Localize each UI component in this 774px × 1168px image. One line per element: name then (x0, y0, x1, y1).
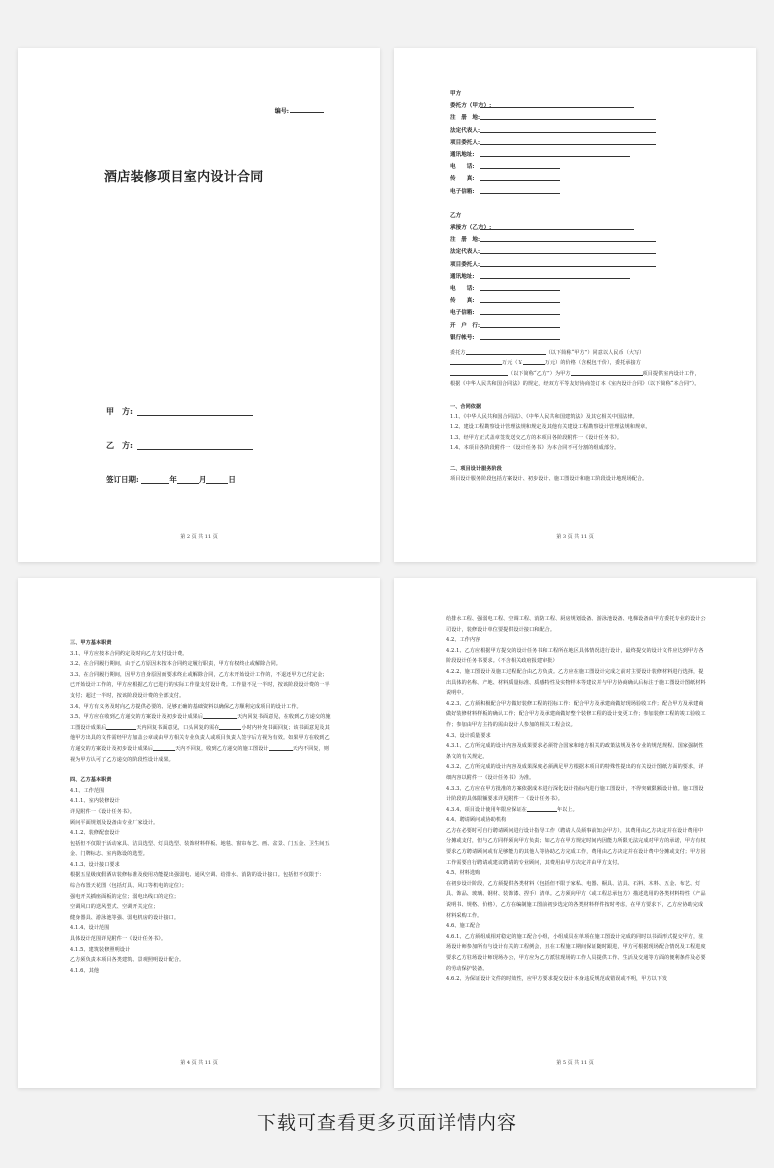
form-field (450, 283, 656, 295)
form-field (450, 234, 656, 246)
clause-item: 3.4、甲方有义务及时向乙方提供必要的、足够正确的基础资料以确保乙方顺利完成项目的设计工作。 (70, 703, 302, 710)
clause-item: 综合布置天花图（包括灯具、风口等机电的定位）； (70, 883, 187, 890)
field-blank (480, 260, 656, 267)
clause-item: 4.1、工作范围 (70, 787, 105, 794)
field-label: 通讯地址: (450, 273, 475, 280)
blank (527, 806, 557, 812)
field-blank (480, 308, 560, 315)
clause-item: 给排水工程、强弱电工程、空调工程、消防工程、厨房规划设备、游泳池设备、电梯设备由甲方委托专业的设计公司设计，装修设计单位要提供设计接口和配合。 (446, 616, 706, 633)
clause-item: 4.6.1、乙方须组成相对稳定的施工配合小组，小组成员在单项在施工图设计完成的同时以书面形式提交甲方，驻场设计师参加所有与设计有关的工程例会，且在工程施工期间保证随时跟进，甲方可根据现场配合情况及工程进度要求乙方驻场设计师现场办公，甲方应为乙方派驻现场的工作人员提供工作、生活及交通等方面的便利条件及必要的劳动保护装备。 (446, 933, 706, 972)
clause-item: 具体设计范围详见附件一《设计任务书》。 (70, 936, 167, 943)
clause-item: 4.3.1、乙方所完成的设计内容及成果要求必须符合国家和地方相关的政策法规及各专业的规范规程、国家强制性条文的有关规定。 (446, 743, 704, 760)
clause-item: 4.6.2、为保证设计文件的时效性，应甲方要求提交设计本身违反规范或错误或不明，甲方以下发 (446, 976, 668, 983)
form-field (450, 307, 656, 319)
clause-item: 包括但不仅限于活动家具、洁具选型、灯具选型、装饰材料样板、地毯、窗帘布艺、画、盆景、门五金、卫生间五金、门牌标志、室内陈设的选型。 (70, 840, 330, 858)
clause-item: 4.1.5、建筑装修照明设计 (70, 946, 131, 953)
clause-item: 4.4、聘请顾问或协助机构 (446, 817, 507, 824)
section-1-heading: 一、合同依据 (450, 403, 482, 410)
form-field (450, 222, 656, 234)
clause-item: 乙方须负责本项目各类建筑、景观照明设计配合。 (70, 957, 185, 964)
page-3-parties (394, 48, 756, 562)
form-field (450, 173, 656, 185)
form-field (450, 320, 656, 332)
clause-item: 4.1.3、设计接口要求 (70, 861, 120, 868)
field-blank (480, 187, 560, 194)
field-blank (480, 113, 656, 120)
clause-item: 4.1.2、装修配套设计 (70, 830, 120, 837)
field-label: 电 话: (450, 164, 475, 171)
clause-item: 4.3、设计质量要求 (446, 732, 491, 739)
section-4-list (70, 786, 332, 977)
section-2-text: 项目设计服务阶段包括方案设计、初步设计、施工图设计和施工阶段设计地现场配合。 (450, 476, 648, 483)
form-field (450, 137, 656, 149)
field-blank (480, 333, 560, 340)
clause-item: 4.2.2、施工图设计及施工过程配合由乙方负责。乙方应在施工图设计完成之前对主要设计装修材料进行选择，提出具体的名称、产地、材料质量标准、质感特性及实物样本等建议并与甲方协商确认后标注于施工图设计图纸材料说明中。 (446, 668, 706, 697)
intro-paragraph: 委托方 （以下简称“甲方”）同意以人民币（大写） 万元（￥ 万元）的价格（含税包干价），委托承接方 （以下简称“乙方”）为甲方 项目提供室内设计工作，根据《中华人民共和国合同法》的规定，经双方平等友好协商签订本《室内设计合同》（以下简称“本合同”）。 (450, 350, 700, 388)
field-blank (480, 174, 560, 181)
page-footer: 第 3 页 共 11 页 (556, 534, 594, 540)
page-2-cover (18, 48, 380, 562)
clause-item: 4.1.6、其他 (70, 967, 100, 974)
clause-item: 4.3.2、乙方所完成的设计内容及成果深度必须满足甲方根据本项目的特殊性提出的有关设计图纸方面的要求，详细内容以附件一《设计任务书》为准。 (446, 764, 704, 781)
party-a-signature: 甲 方: (106, 406, 253, 417)
field-blank (480, 247, 656, 254)
field-blank (480, 321, 560, 328)
page-footer: 第 5 页 共 11 页 (556, 1060, 594, 1066)
field-label: 电子信箱: (450, 310, 475, 317)
continuation-list (446, 614, 708, 985)
clause-item: 1.3、经甲方正式盖章签发送交乙方的本项目各阶段附件一《设计任务书》。 (450, 434, 623, 441)
contract-number: 编号: (275, 106, 324, 115)
form-field (450, 295, 656, 307)
page-5-continuation (394, 578, 756, 1088)
clause-item: 1.4、本项目各阶段附件一《设计任务书》为本合同不可分割的组成部分。 (450, 445, 620, 452)
clause-item: 顾问平面规划及设备由专业厂家设计。 (70, 819, 159, 826)
clause-item: 乙方在必要时可自行聘请顾问进行设计指导工作（聘请人员须事前知会甲方），其费用由乙方决定并在设计费用中分摊或支付，但与乙方同样须向甲方负责；如乙方在甲方规定时间内因能力所限无法完成对甲方的承诺，甲方有权要求乙方聘请顾问或有足够能力的其他人等协助乙方完成工作，费用由乙方决定并在设计费中分摊或支付；甲方因工作需要自行聘请或建议聘请的专业顾问，其费用由甲方决定并由甲方支付。 (446, 827, 706, 866)
field-label: 项目委托人: (450, 261, 481, 268)
form-field (450, 271, 656, 283)
field-label: 传 真: (450, 176, 475, 183)
form-field (450, 125, 656, 137)
field-label: 委托方（甲方）: (450, 103, 492, 110)
section-3-list (70, 649, 332, 713)
party-b-signature: 乙 方: (106, 440, 253, 451)
field-blank (480, 296, 560, 303)
page-footer: 第 4 页 共 11 页 (180, 1060, 218, 1066)
form-field (450, 246, 656, 258)
party-a-form (450, 88, 656, 344)
section-2-heading: 二、项目设计服务阶段 (450, 465, 502, 472)
party-a-heading: 甲方 (450, 91, 462, 97)
clause-item: 3.3、在合同履行期间，因甲方自身原因而要求终止或解除合同，乙方未开始设计工作的，不退还甲方已付定金；已开始设计工作的，甲方应根据乙方已进行的实际工作量支付设计费。工作量不足一半时，按该阶段设计费的一半支付；超过一半时，按该阶段设计费的全部支付。 (70, 671, 330, 699)
field-blank (480, 138, 656, 145)
page-footer: 第 2 页 共 11 页 (180, 534, 218, 540)
clause-item: 3.1、甲方应按本合同约定及时向乙方支付设计费。 (70, 650, 188, 657)
form-field (450, 112, 656, 124)
section-3-heading: 三、甲方基本职责 (70, 640, 112, 646)
party-a-fields (450, 100, 656, 198)
field-blank (480, 223, 634, 230)
continuation-body (446, 614, 708, 985)
field-label: 电子信箱: (450, 188, 475, 195)
form-field (450, 332, 656, 344)
party-b-fields (450, 222, 656, 344)
party-b-heading: 乙方 (450, 212, 462, 219)
duties-body (70, 632, 332, 976)
field-blank (480, 272, 630, 279)
field-label: 开 户 行: (450, 322, 481, 329)
clause-item: 1.1、《中华人民共和国合同法》、《中华人民共和国建筑法》及其它相关中国法律。 (450, 414, 638, 421)
form-field (450, 186, 656, 198)
clause-item: 4.2、工作内容 (446, 637, 481, 644)
clause-item: 4.5、材料选购 (446, 870, 481, 877)
clause-item: 4.2.1、乙方应根据甲方提交的设计任务书和工程所在地区具体情况进行设计，最终提交的设计文件应达到甲方各阶段设计任务书要求。（不含相关政府报建审批） (446, 647, 704, 665)
form-field (450, 100, 656, 112)
clause-item: 4.6、施工配合 (446, 923, 481, 930)
clause-item: 3.2、在合同履行期间，由于乙方原因未按本合同约定履行职责，甲方有权终止或解除合同。 (70, 661, 281, 668)
field-label: 传 真: (450, 298, 475, 305)
field-blank (480, 101, 634, 108)
clause-item: 根据五星级度假酒店装修标准及使用功能提出强弱电、通风空调、给排水、消防的设计接口。包括但不仅限于： (70, 872, 325, 879)
field-blank (480, 235, 656, 242)
field-blank (480, 284, 560, 291)
field-label: 法定代表人: (450, 249, 481, 256)
clause-item: 4.1.4、设计范围 (70, 925, 110, 932)
field-blank (480, 162, 560, 169)
item-3-5: 3.5、甲方应在收到乙方递交的方案设计及初步设计成果后 天内回复书面意见，在收到乙方递交的施工图设计成果后 天内回复书面意见，口头回复的需在 小时内补充书面回复；该书面意见及其他甲方出具的文件需经甲方加盖公章或由甲方相关专业负责人或项目负责人签字后方视为有效。如果甲方在收到乙方递交的方案设计及初步设计成果后 天内不回复，收到乙方递交的施工图设计 天内不回复，则视为甲方认可了乙方递交的阶段性设计成果。 (70, 714, 331, 763)
clause-item: 4.3.4、项目设计使用年限应保证在 年以上。 (446, 806, 578, 813)
field-label: 注 册 地: (450, 115, 481, 122)
field-label: 注 册 地: (450, 237, 481, 244)
field-label: 承接方（乙方）: (450, 225, 492, 232)
download-caption: 下载可查看更多页面详情内容 (256, 1112, 517, 1134)
field-blank (480, 126, 656, 133)
field-blank (480, 150, 630, 157)
page-4-duties (18, 578, 380, 1088)
field-label: 银行帐号: (450, 334, 475, 341)
clause-item: 1.2、建设工程勘察设计管理法规和规定及其他有关建设工程勘察设计管理法规和规章。 (450, 424, 651, 431)
clause-item: 4.3.3、乙方应在甲方批准的方案依据成本进行深化设计指标内进行施工图设计，不得突破限额设计值。施工图设计阶段的具体限额要求详见附件一《设计任务书》。 (446, 785, 704, 803)
field-label: 通讯地址: (450, 152, 475, 159)
section-1-list (450, 412, 704, 454)
clause-item: 4.1.1、室内装修设计 (70, 798, 120, 805)
form-field (450, 161, 656, 173)
signing-date: 签订日期: 年 月 日 (106, 475, 236, 484)
section-4-heading: 四、乙方基本职责 (70, 777, 112, 784)
contract-title: 酒店装修项目室内设计合同 (104, 170, 264, 185)
contract-body (450, 348, 704, 484)
clause-item: 4.2.3、乙方须积极配合甲方做好装修工程的招标工作：配合甲方及承建商做好现场验收工作；配合甲方及承建商做好装修材料样板的确认工作；配合甲方及承建商做好整个装修工程的设计变更工作；参加装修工程的竣工验收工作；参加由甲方主持的需由设计人参加的相关工程会议。 (446, 700, 706, 728)
clause-item: 详见附件一《设计任务书》。 (70, 808, 135, 815)
clause-item: 空调风口的送风型式、空调开关定位； (70, 904, 159, 911)
field-label: 项目委托人: (450, 139, 481, 146)
clause-item: 在初步设计阶段，乙方须提供各类材料（包括但不限于家私、电器、橱具、洁具、石料、木料、五金、布艺、灯具、饰品、玻璃、钢材、装饰漆、捏手）清单。乙方须向甲方（或工程总承包方）描述选用的各类材料特性（产品说明书、规格、价格），乙方在编制施工图前初步选定的各类材料样件按时考虑，在甲方要求下，乙方应协助完成材料采购工作。 (446, 880, 706, 919)
form-field (450, 149, 656, 161)
clause-item: 健身器具、游泳池等强、弱电机房的设计接口。 (70, 914, 180, 921)
field-label: 法定代表人: (450, 127, 481, 134)
field-label: 电 话: (450, 286, 475, 293)
clause-item: 强电开关插座面板的定位；弱电出线口的定位； (70, 893, 180, 900)
form-field (450, 259, 656, 271)
